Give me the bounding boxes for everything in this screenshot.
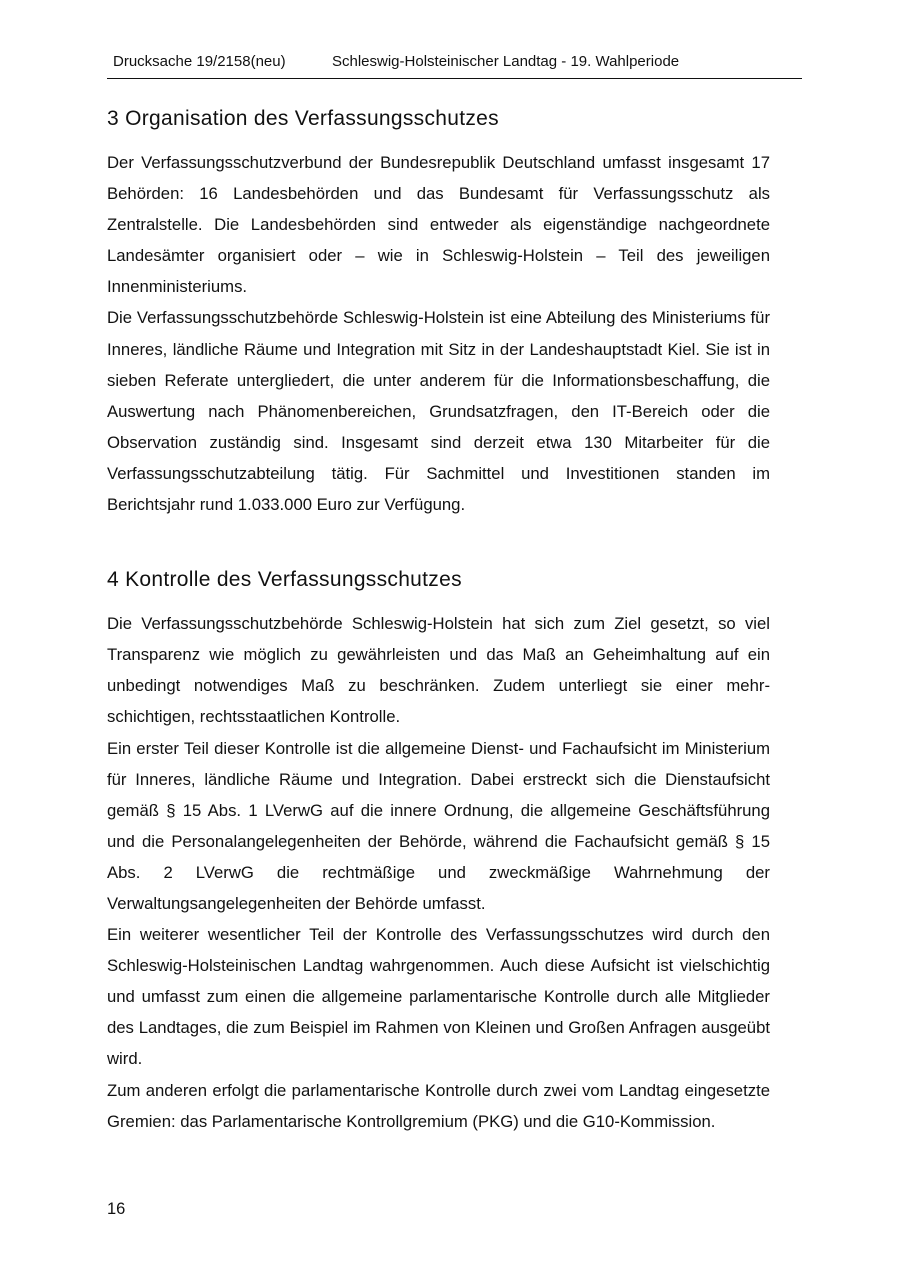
paragraph: Ein weiterer wesentlicher Teil der Kontrolle des Verfassungsschutzes wird durch den Schleswig-Holsteinischen Landtag wahrgenommen. Auch diese Aufsicht ist vielschichtig und umfasst zum einen die allgemeine parlamentarische Kontrolle durch alle Mitglieder des Landtages, die zum Beispiel im Rahmen von Kleinen und Großen Anfragen ausgeübt wird. xyxy=(107,925,770,1069)
section-kontrolle xyxy=(107,565,770,1137)
section-heading: 4 Kontrolle des Verfassungsschutzes xyxy=(107,568,462,592)
document-reference: Drucksache 19/2158(neu) xyxy=(113,53,286,70)
main-content xyxy=(107,104,770,1137)
section-heading: 3 Organisation des Verfassungsschutzes xyxy=(107,107,499,130)
paragraph: Zum anderen erfolgt die parlamentarische Kontrolle durch zwei vom Landtag eingesetzte Gremien: das Parlamentarische Kontrollgremium (PKG) und die G10-Kommission. xyxy=(107,1080,770,1131)
page-header xyxy=(107,52,802,79)
paragraph: Die Verfassungsschutzbehörde Schleswig-Holstein hat sich zum Ziel gesetzt, so viel Transparenz wie möglich zu gewährleisten und das Maß an Geheimhaltung auf ein unbedingt notwendiges Maß zu beschränken. Zudem unterliegt sie einer mehrschichtigen, rechtsstaatlichen Kontrolle. xyxy=(107,614,770,727)
header-title: Schleswig-Holsteinischer Landtag - 19. Wahlperiode xyxy=(332,53,680,70)
page-number: 16 xyxy=(107,1200,126,1218)
paragraph: Der Verfassungsschutzverbund der Bundesrepublik Deutschland umfasst insgesamt 17 Behörden: 16 Landesbehörden und das Bundesamt für Verfassungsschutz als Zentralstelle. Die Landesbehörden sind entweder als eigenständige nachgeordnete Landesämter organisiert oder – wie in Schleswig-Holstein – Teil des jeweiligen Innenministeriums. xyxy=(107,153,770,297)
paragraph: Ein erster Teil dieser Kontrolle ist die allgemeine Dienst- und Fachaufsicht im Ministerium für Inneres, ländliche Räume und Integration. Dabei erstreckt sich die Dienstaufsicht gemäß § 15 Abs. 1 LVerwG auf die innere Ordnung, die allgemeine Geschäftsführung und die Personalangelegenheiten der Behörde, während die Fachaufsicht gemäß § 15 Abs. 2 LVerwG die rechtmäßige und zweckmäßige Wahrnehmung der Verwaltungsangelegenheiten der Behörde umfasst. xyxy=(107,738,770,913)
section-organisation xyxy=(107,104,770,520)
paragraph: Die Verfassungsschutzbehörde Schleswig-Holstein ist eine Abteilung des Ministeriums für Inneres, ländliche Räume und Integration mit Sitz in der Landeshauptstadt Kiel. Sie ist in sieben Referate untergliedert, die unter anderem für die Informationsbeschaffung, die Auswertung nach Phänomenbereichen, Grundsatzfragen, den IT-Bereich oder die Observation zuständig sind. Insgesamt sind derzeit etwa 130 Mitarbeiter für die Verfassungsschutzabteilung tätig. Für Sachmittel und Investitionen standen im Berichtsjahr rund 1.033.000 Euro zur Verfügung. xyxy=(107,308,770,515)
